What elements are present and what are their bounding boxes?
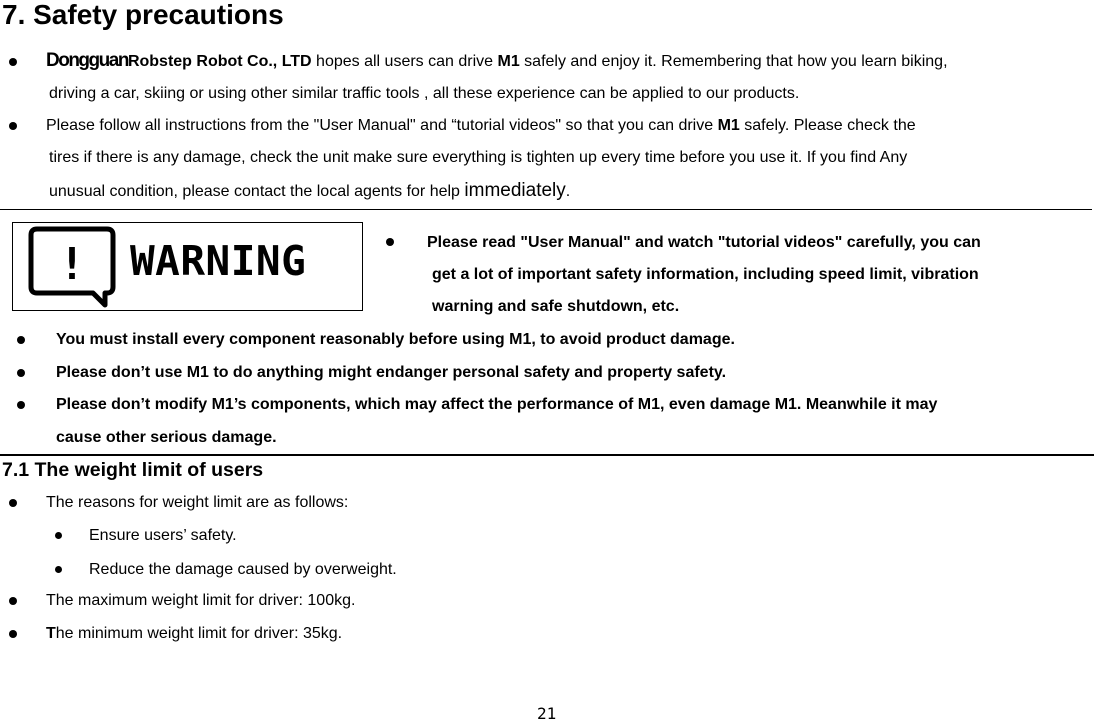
bullet-icon: [55, 532, 62, 539]
warning-item-2: You must install every component reasonably before using M1, to avoid product damage.: [56, 331, 735, 348]
section-title: 7. Safety precautions: [2, 0, 284, 30]
weight-reasons-intro: The reasons for weight limit are as follows:: [46, 494, 349, 511]
intro-paragraph-2-line-3: unusual condition, please contact the local agents for help immediately.: [49, 180, 571, 201]
page-number: 21: [537, 704, 557, 723]
bullet-icon: [17, 401, 25, 409]
max-weight-limit: The maximum weight limit for driver: 100kg.: [46, 592, 356, 609]
exclamation-icon: !: [58, 239, 86, 290]
bullet-icon: [17, 369, 25, 377]
warning-banner: [12, 222, 363, 311]
company-name: Robstep Robot Co., LTD: [127, 53, 312, 70]
warning-item-1-line-2: get a lot of important safety information, including speed limit, vibration: [432, 266, 979, 283]
bullet-icon: [9, 499, 17, 507]
warning-item-4-line-2: cause other serious damage.: [56, 429, 277, 446]
weight-reason-1: Ensure users’ safety.: [89, 527, 237, 544]
model-name: M1: [497, 53, 520, 70]
bullet-icon: [55, 566, 62, 573]
brand-name: Dongguan: [46, 50, 128, 71]
weight-reason-2: Reduce the damage caused by overweight.: [89, 561, 397, 578]
bullet-icon: [9, 122, 17, 130]
warning-speech-bubble-icon: [25, 225, 125, 309]
intro-paragraph-1: DongguanRobstep Robot Co., LTD hopes all users can drive M1 safely and enjoy it. Remembering that how you learn biking,: [46, 50, 948, 71]
divider: [0, 209, 1092, 210]
warning-item-1-line-3: warning and safe shutdown, etc.: [432, 298, 680, 315]
intro-paragraph-1-line-2: driving a car, skiing or using other similar traffic tools , all these experience can be applied to our products.: [49, 85, 800, 102]
intro-paragraph-2: Please follow all instructions from the "User Manual" and “tutorial videos" so that you can drive M1 safely. Please check the: [46, 117, 916, 134]
subsection-title: 7.1 The weight limit of users: [2, 459, 264, 481]
warning-item-4-line-1: Please don’t modify M1’s components, which may affect the performance of M1, even damage M1. Meanwhile it may: [56, 396, 938, 413]
bullet-icon: [9, 597, 17, 605]
min-weight-limit: The minimum weight limit for driver: 35kg.: [46, 625, 343, 642]
bullet-icon: [9, 630, 17, 638]
warning-label: WARNING: [130, 237, 307, 285]
warning-item-1-line-1: Please read "User Manual" and watch "tutorial videos" carefully, you can: [427, 234, 981, 251]
intro-paragraph-2-line-2: tires if there is any damage, check the unit make sure everything is tighten up every time before you use it. If you find Any: [49, 149, 908, 166]
divider: [0, 454, 1094, 456]
warning-item-3: Please don’t use M1 to do anything might endanger personal safety and property safety.: [56, 364, 727, 381]
bullet-icon: [9, 58, 17, 66]
bullet-icon: [386, 238, 394, 246]
model-name: M1: [717, 117, 740, 134]
bullet-icon: [17, 336, 25, 344]
